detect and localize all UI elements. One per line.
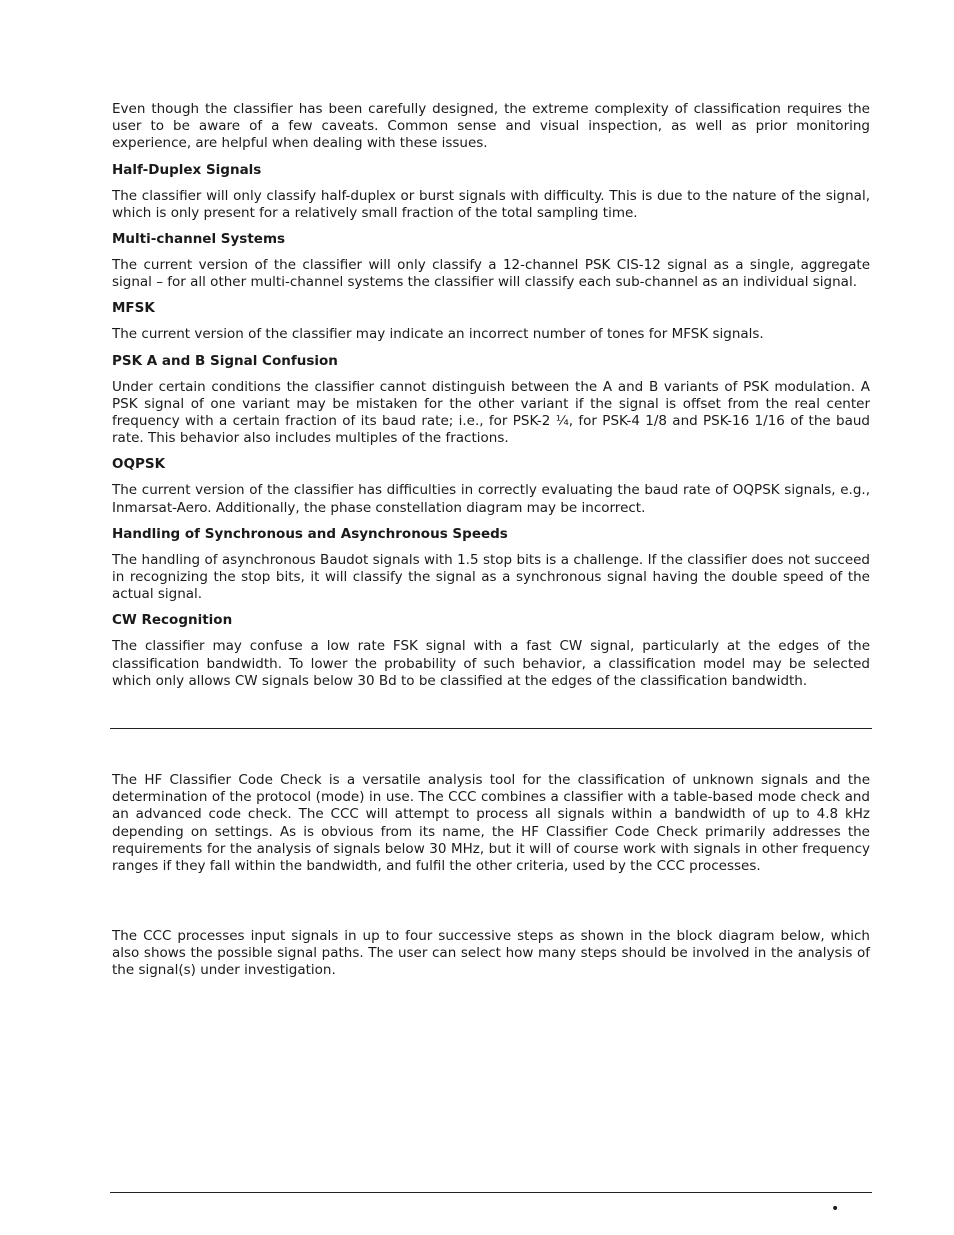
overview-paragraph: The HF Classifier Code Check is a versatile analysis tool for the classification of unknown signals and the determination of the protocol (mode) in use. The CCC combines a classifier with a table-based mode check and an advanced code check. The CCC will attempt to process all signals within a bandwidth of up to 4.8 kHz depending on settings. As is obvious from its name, the HF Classifier Code Check primarily addresses the requirements for the analysis of signals below 30 MHz, but it will of course work with signals in other frequency ranges if they fall within the bandwidth, and fulfil the other criteria, used by the CCC processes. <box>112 772 870 875</box>
paragraph-psk-confusion: Under certain conditions the classifier cannot distinguish between the A and B variants of PSK modulation. A PSK signal of one variant may be mistaken for the other variant if the signal is offset from the real center frequency with a certain fraction of its baud rate; i.e., for PSK-2 ¼, for PSK-4 1/8 and PSK-16 1/16 of the baud rate. This behavior also includes multiples of the fractions. <box>112 378 870 447</box>
caveats-section <box>112 101 870 699</box>
paragraph-oqpsk: The current version of the classifier has difficulties in correctly evaluating the baud rate of OQPSK signals, e.g., Inmarsat-Aero. Additionally, the phase constellation diagram may be incorrect. <box>112 482 870 516</box>
heading-psk-confusion: PSK A and B Signal Confusion <box>112 352 338 369</box>
process-paragraph: The CCC processes input signals in up to four successive steps as shown in the block diagram below, which also shows the possible signal paths. The user can select how many steps should be involved in the analysis of the signal(s) under investigation. <box>112 928 870 979</box>
paragraph-sync-async: The handling of asynchronous Baudot signals with 1.5 stop bits is a challenge. If the classifier does not succeed in recognizing the stop bits, it will classify the signal as a synchronous signal having the double speed of the actual signal. <box>112 551 870 603</box>
paragraph-cw-recognition: The classifier may confuse a low rate FSK signal with a fast CW signal, particularly at the edges of the classification bandwidth. To lower the probability of such behavior, a classification model may be selected which only allows CW signals below 30 Bd to be classified at the edges of the classification bandwidth. <box>112 638 870 689</box>
heading-sync-async: Handling of Synchronous and Asynchronous Speeds <box>112 525 508 542</box>
heading-mfsk: MFSK <box>112 300 155 317</box>
paragraph-multi-channel: The current version of the classifier will only classify a 12-channel PSK CIS-12 signal as a single, aggregate signal – for all other multi-channel systems the classifier will classify each sub-channel as an individual signal. <box>112 257 870 291</box>
paragraph-half-duplex: The classifier will only classify half-duplex or burst signals with difficulty. This is due to the nature of the signal, which is only present for a relatively small fraction of the total sampling time. <box>112 187 870 221</box>
section-divider <box>110 728 872 729</box>
heading-cw-recognition: CW Recognition <box>112 612 233 629</box>
heading-oqpsk: OQPSK <box>112 456 166 473</box>
footer-bullet: • <box>831 1201 840 1217</box>
heading-half-duplex: Half-Duplex Signals <box>112 161 262 178</box>
footer-divider <box>110 1192 872 1193</box>
intro-paragraph: Even though the classifier has been carefully designed, the extreme complexity of classification requires the user to be aware of a few caveats. Common sense and visual inspection, as well as prior monitoring experience, are helpful when dealing with these issues. <box>112 101 870 152</box>
heading-multi-channel: Multi-channel Systems <box>112 231 286 248</box>
paragraph-mfsk: The current version of the classifier may indicate an incorrect number of tones for MFSK signals. <box>112 326 764 343</box>
